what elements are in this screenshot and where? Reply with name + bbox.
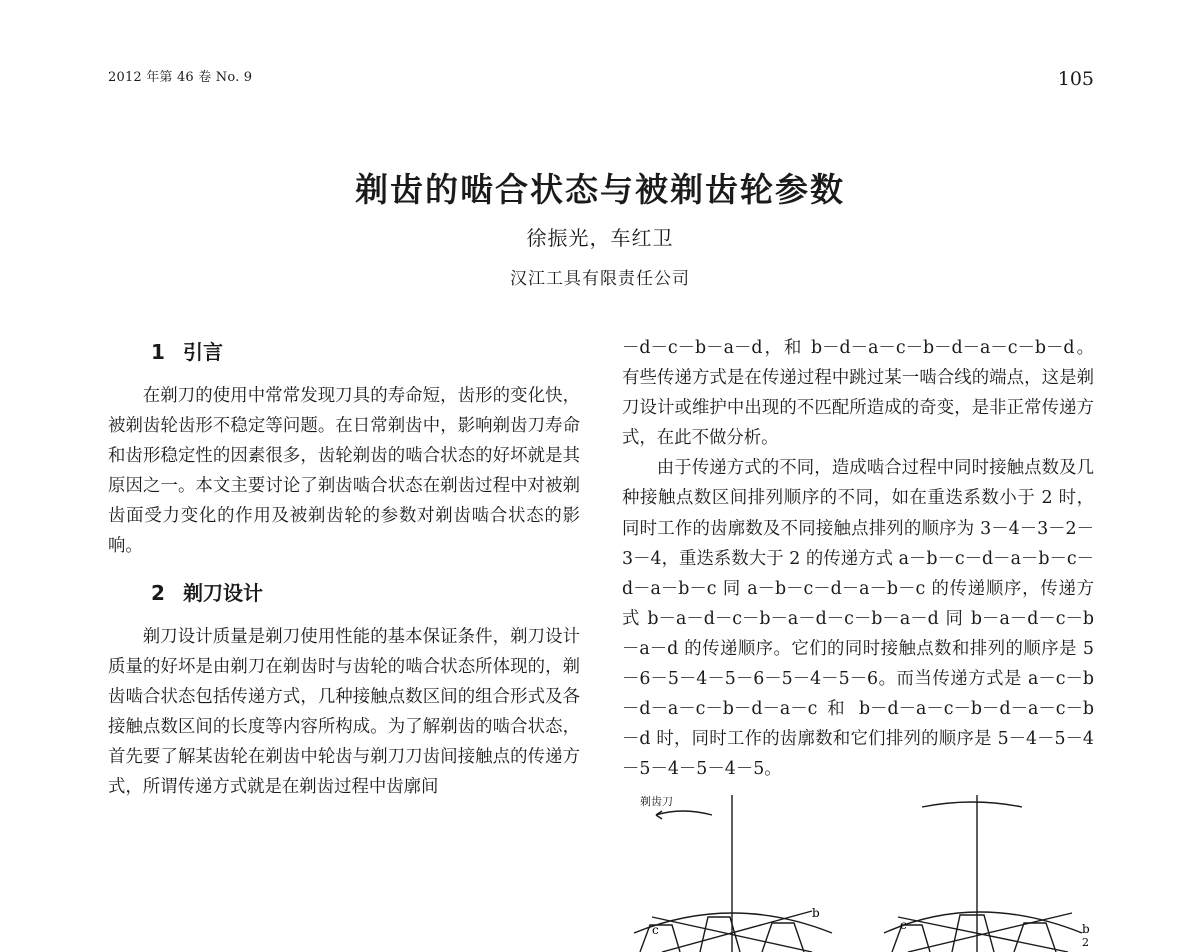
- running-head: 2012 年第 46 卷 No. 9: [108, 70, 253, 85]
- right-column: [622, 333, 1094, 784]
- affiliation: 汉江工具有限责任公司: [510, 269, 690, 289]
- authors: 徐振光，车红卫: [526, 226, 674, 250]
- section-number: 2: [151, 580, 165, 605]
- section-number: 1: [151, 340, 165, 364]
- paper-title: 剃齿的啮合状态与被剃齿轮参数: [355, 170, 845, 210]
- figure-label-c-right: c: [900, 918, 907, 932]
- gear-sketch-left: [634, 795, 832, 952]
- continuation-paragraph: －d－c－b－a－d，和 b－d－a－c－b－d－a－c－b－d。有些传递方式是在传递过程中跳过某一啮合线的端点，这是剃刀设计或维护中出现的不匹配所造成的奇变，是非正常传递方式，在此不做分析。: [622, 338, 1094, 449]
- figure-label-shaver: 剃齿刀: [640, 795, 673, 808]
- gear-figure: [622, 793, 1100, 952]
- transfer-paragraph: 由于传递方式的不同，造成啮合过程中同时接触点数及几种接触点数区间排列顺序的不同，如在重迭系数小于 2 时，同时工作的齿廓数及不同接触点排列的顺序为 3－4－3－2－3－4，重迭系数大于 2 的传递方式 a－b－c－d－a－b－c－d－a－b－c 同 a－b－c－d－a－b－c 的传递顺序，传递方式 b－a－d－c－b－a－d－c－b－a－d 同 b－a－d－c－b－a－d 的传递顺序。它们的同时接触点数和排列的顺序是 5－6－5－4－5－6－5－4－5－6。而当传递方式是 a－c－b－d－a－c－b－d－a－c 和 b－d－a－c－b－d－a－c－b－d 时，同时工作的齿廓数和它们排列的顺序是 5－4－5－4－5－4－5－4－5。: [622, 458, 1094, 780]
- page-number: 105: [1057, 68, 1094, 90]
- figure-label-2-right: 2: [1082, 936, 1089, 949]
- figure-label-b-right: b: [1082, 922, 1090, 936]
- section-title: 剃刀设计: [183, 580, 263, 605]
- section-heading-1: [108, 333, 580, 371]
- design-paragraph: 剃刀设计质量是剃刀使用性能的基本保证条件，剃刀设计质量的好坏是由剃刀在剃齿时与齿轮的啮合状态所体现的，剃齿啮合状态包括传递方式，几种接触点数区间的组合形式及各接触点数区间的长度等内容所构成。为了解剃齿的啮合状态，首先要了解某齿轮在剃齿中轮齿与剃刀刀齿间接触点的传递方式，所谓传递方式就是在剃齿过程中齿廓间: [108, 626, 580, 798]
- gear-sketch-right: [884, 795, 1082, 952]
- section-title: 引言: [183, 340, 223, 364]
- figure-label-b-left: b: [812, 906, 820, 920]
- section-heading-2: [108, 574, 580, 612]
- intro-paragraph: 在剃刀的使用中常常发现刀具的寿命短，齿形的变化快，被剃齿轮齿形不稳定等问题。在日常剃齿中，影响剃齿刀寿命和齿形稳定性的因素很多，齿轮剃齿的啮合状态的好坏就是其原因之一。本文主要讨论了剃齿啮合状态在剃齿过程中对被剃齿面受力变化的作用及被剃齿轮的参数对剃齿啮合状态的影响。: [108, 386, 580, 557]
- figure-label-c-left: c: [652, 923, 659, 937]
- left-column: [108, 333, 580, 802]
